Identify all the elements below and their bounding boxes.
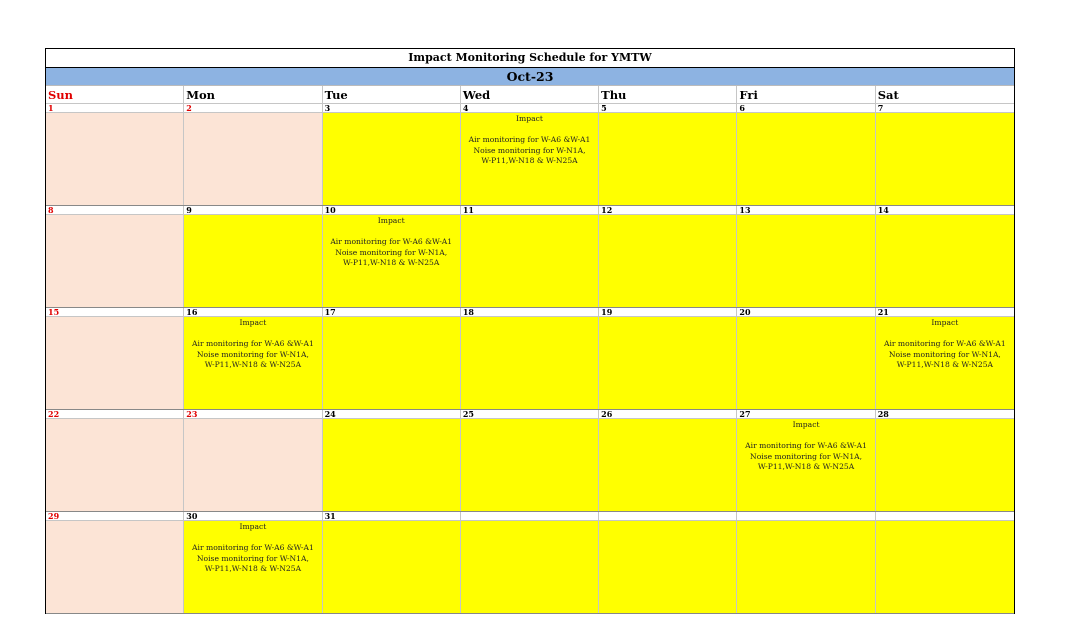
event-type: Impact <box>931 318 959 327</box>
air-monitoring-text: Air monitoring for W-A6 &W-A1 <box>468 135 591 145</box>
day-cell[interactable] <box>323 419 461 511</box>
day-cell[interactable] <box>599 419 737 511</box>
day-number: 23 <box>184 410 322 419</box>
calendar-weeks <box>46 104 1014 614</box>
calendar-week <box>46 308 1014 410</box>
day-cell[interactable] <box>599 317 737 409</box>
noise-monitoring-text: Noise monitoring for W-N1A, <box>888 349 1001 359</box>
weekday-tue: Tue <box>323 86 461 104</box>
calendar-week <box>46 512 1014 614</box>
day-cell[interactable] <box>461 317 599 409</box>
air-monitoring-text: Air monitoring for W-A6 &W-A1 <box>330 237 453 247</box>
day-number: 19 <box>599 308 737 317</box>
day-number: 18 <box>461 308 599 317</box>
weekday-sun: Sun <box>46 86 184 104</box>
day-cell[interactable] <box>599 113 737 205</box>
day-number: 10 <box>323 206 461 215</box>
spacer <box>879 329 1011 340</box>
day-number: 20 <box>737 308 875 317</box>
noise-monitoring-stations: W-P11,W-N18 & W-N25A <box>204 360 302 370</box>
noise-monitoring-stations: W-P11,W-N18 & W-N25A <box>481 156 578 166</box>
air-monitoring-text: Air monitoring for W-A6 &W-A1 <box>745 441 867 451</box>
noise-monitoring-stations: W-P11,W-N18 & W-N25A <box>896 360 994 370</box>
day-number: 1 <box>46 104 184 113</box>
day-cell-row <box>46 113 1014 205</box>
day-number: 31 <box>323 512 461 521</box>
month-header: Oct-23 <box>46 68 1014 86</box>
day-cell[interactable] <box>461 113 599 205</box>
day-number <box>737 512 875 521</box>
spacer <box>187 533 318 544</box>
day-cell[interactable] <box>184 419 322 511</box>
day-number: 30 <box>184 512 322 521</box>
weekday-wed: Wed <box>461 86 599 104</box>
day-cell[interactable] <box>46 113 184 205</box>
day-number: 8 <box>46 206 184 215</box>
air-monitoring-text: Air monitoring for W-A6 &W-A1 <box>883 339 1006 349</box>
day-number: 28 <box>876 410 1014 419</box>
day-cell[interactable] <box>184 317 322 409</box>
day-number-row <box>46 308 1014 317</box>
day-number-row <box>46 104 1014 113</box>
event-type: Impact <box>239 318 267 327</box>
day-cell[interactable] <box>876 215 1014 307</box>
day-number <box>599 512 737 521</box>
day-cell-row <box>46 521 1014 613</box>
day-cell-row <box>46 317 1014 409</box>
day-cell[interactable] <box>46 521 184 613</box>
day-number: 27 <box>737 410 875 419</box>
day-cell[interactable] <box>876 113 1014 205</box>
day-number: 12 <box>599 206 737 215</box>
sheet-title: Impact Monitoring Schedule for YMTW <box>46 49 1014 68</box>
noise-monitoring-text: Noise monitoring for W-N1A, <box>473 145 586 155</box>
day-cell[interactable] <box>461 419 599 511</box>
noise-monitoring-stations: W-P11,W-N18 & W-N25A <box>204 564 302 574</box>
day-cell[interactable] <box>46 215 184 307</box>
day-cell[interactable] <box>184 113 322 205</box>
noise-monitoring-stations: W-P11,W-N18 & W-N25A <box>757 462 855 472</box>
day-number: 7 <box>876 104 1014 113</box>
day-number: 26 <box>599 410 737 419</box>
day-number-row <box>46 206 1014 215</box>
day-number: 29 <box>46 512 184 521</box>
event-type: Impact <box>516 114 543 123</box>
weekday-fri: Fri <box>737 86 875 104</box>
day-cell[interactable] <box>323 215 461 307</box>
day-cell[interactable] <box>184 521 322 613</box>
day-cell[interactable] <box>46 317 184 409</box>
spacer <box>187 329 318 340</box>
day-cell[interactable] <box>323 113 461 205</box>
day-cell[interactable] <box>737 113 875 205</box>
day-cell[interactable] <box>461 215 599 307</box>
day-number: 24 <box>323 410 461 419</box>
event-type: Impact <box>239 522 267 531</box>
day-cell[interactable] <box>737 419 875 511</box>
day-cell[interactable] <box>737 521 875 613</box>
noise-monitoring-stations: W-P11,W-N18 & W-N25A <box>343 258 440 268</box>
day-number: 14 <box>876 206 1014 215</box>
event-type: Impact <box>792 420 820 429</box>
event-type: Impact <box>377 216 405 225</box>
day-cell[interactable] <box>737 317 875 409</box>
day-cell[interactable] <box>876 521 1014 613</box>
day-number: 22 <box>46 410 184 419</box>
day-cell[interactable] <box>46 419 184 511</box>
schedule-sheet <box>45 48 1015 614</box>
air-monitoring-text: Air monitoring for W-A6 &W-A1 <box>192 543 314 553</box>
day-cell[interactable] <box>184 215 322 307</box>
noise-monitoring-text: Noise monitoring for W-N1A, <box>196 349 309 359</box>
day-number: 17 <box>323 308 461 317</box>
day-cell[interactable] <box>323 317 461 409</box>
weekday-mon: Mon <box>184 86 322 104</box>
day-number <box>461 512 599 521</box>
day-number: 11 <box>461 206 599 215</box>
calendar-week <box>46 104 1014 206</box>
day-number: 4 <box>461 104 599 113</box>
day-cell[interactable] <box>876 317 1014 409</box>
day-cell-row <box>46 215 1014 307</box>
day-number: 9 <box>184 206 322 215</box>
calendar-week <box>46 206 1014 308</box>
day-number: 5 <box>599 104 737 113</box>
noise-monitoring-text: Noise monitoring for W-N1A, <box>750 451 863 461</box>
day-number <box>876 512 1014 521</box>
weekday-thu: Thu <box>599 86 737 104</box>
weekday-header-row <box>46 86 1014 104</box>
day-cell[interactable] <box>599 215 737 307</box>
day-cell[interactable] <box>599 521 737 613</box>
noise-monitoring-text: Noise monitoring for W-N1A, <box>196 553 309 563</box>
calendar-week <box>46 410 1014 512</box>
day-number: 3 <box>323 104 461 113</box>
air-monitoring-text: Air monitoring for W-A6 &W-A1 <box>192 339 314 349</box>
day-number-row <box>46 512 1014 521</box>
day-cell-row <box>46 419 1014 511</box>
spacer <box>740 431 871 442</box>
weekday-sat: Sat <box>876 86 1014 104</box>
day-cell[interactable] <box>737 215 875 307</box>
day-number: 15 <box>46 308 184 317</box>
spacer <box>464 125 595 136</box>
day-number: 25 <box>461 410 599 419</box>
day-cell[interactable] <box>461 521 599 613</box>
day-number: 6 <box>737 104 875 113</box>
day-number: 13 <box>737 206 875 215</box>
day-cell[interactable] <box>876 419 1014 511</box>
day-number-row <box>46 410 1014 419</box>
day-cell[interactable] <box>323 521 461 613</box>
spacer <box>326 227 457 238</box>
day-number: 21 <box>876 308 1014 317</box>
day-number: 16 <box>184 308 322 317</box>
day-number: 2 <box>184 104 322 113</box>
noise-monitoring-text: Noise monitoring for W-N1A, <box>335 247 448 257</box>
